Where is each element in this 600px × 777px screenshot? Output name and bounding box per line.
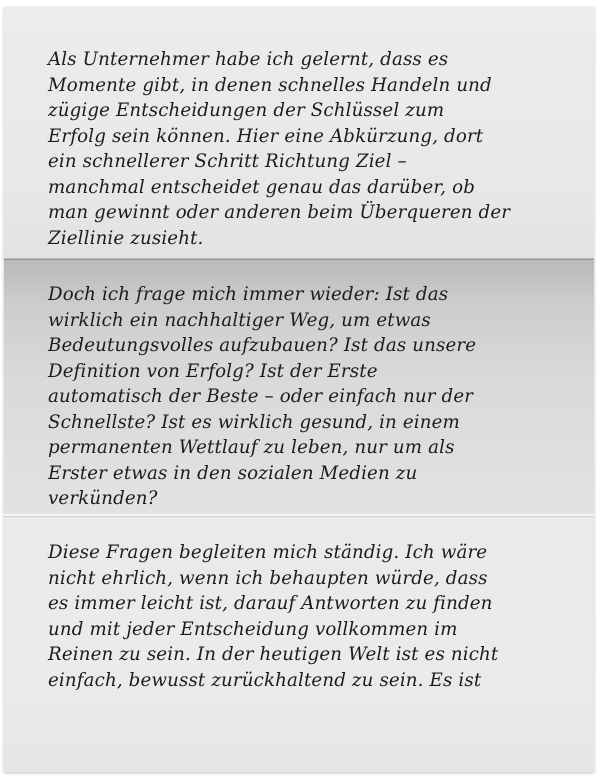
text-line: Reinen zu sein. In der heutigen Welt ist es nicht: [48, 644, 499, 665]
fold-crease-bottom: [4, 514, 594, 516]
text-line: Momente gibt, in denen schnelles Handeln und: [48, 74, 492, 96]
text-line: Erfolg sein können. Hier eine Abkürzung, dort: [48, 125, 484, 147]
text-line: Diese Fragen begleiten mich ständig. Ich wäre: [48, 542, 488, 563]
text-line: man gewinnt oder anderen beim Überqueren der: [48, 202, 511, 223]
text-line: nicht ehrlich, wenn ich behaupten würde, dass: [48, 567, 488, 589]
paragraph-3: [48, 540, 573, 693]
text-line: es immer leicht ist, darauf Antworten zu finden: [48, 593, 493, 614]
text-line: Definition von Erfolg? Ist der Erste: [48, 360, 378, 382]
text-line: ein schnellerer Schritt Richtung Ziel –: [48, 151, 407, 172]
text-line: Erster etwas in den sozialen Medien zu: [48, 462, 418, 484]
text-line: einfach, bewusst zurückhaltend zu sein. Es ist: [48, 669, 482, 691]
fold-crease-top: [4, 258, 594, 260]
paragraph-2: [48, 282, 573, 512]
text-line: verkünden?: [48, 488, 158, 509]
text-line: und mit jeder Entscheidung vollkommen im: [48, 618, 458, 640]
text-line: Schnellste? Ist es wirklich gesund, in einem: [48, 411, 460, 433]
text-line: Bedeutungsvolles aufzubauen? Ist das unsere: [48, 335, 477, 356]
text-line: permanenten Wettlauf zu leben, nur um als: [48, 437, 455, 458]
text-line: Ziellinie zusieht.: [48, 227, 204, 249]
text-line: wirklich ein nachhaltiger Weg, um etwas: [48, 309, 431, 331]
handwritten-letter: [4, 7, 594, 772]
paragraph-1: [48, 47, 573, 251]
text-line: automatisch der Beste – oder einfach nur der: [48, 386, 474, 407]
text-line: Doch ich frage mich immer wieder: Ist das: [48, 284, 449, 305]
text-line: manchmal entscheidet genau das darüber, ob: [48, 176, 475, 198]
text-line: zügige Entscheidungen der Schlüssel zum: [48, 100, 445, 121]
text-line: Als Unternehmer habe ich gelernt, dass es: [48, 49, 449, 70]
